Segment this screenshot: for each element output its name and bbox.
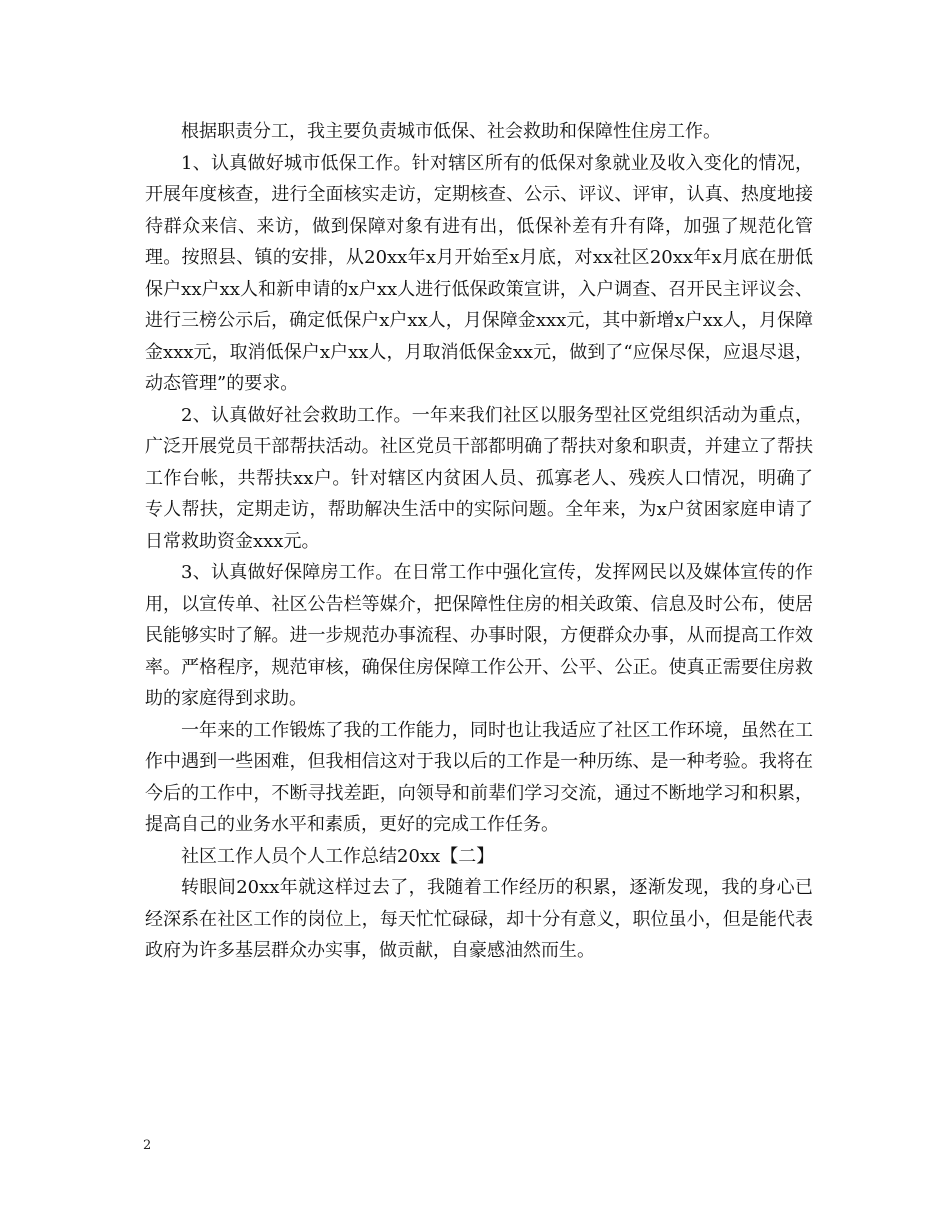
paragraph-reflection: 一年来的工作锻炼了我的工作能力，同时也让我适应了社区工作环境，虽然在工作中遇到一些困难，但我相信这对于我以后的工作是一种历练、是一种考验。我将在今后的工作中，不断寻找差距，向领导和前辈们学习交流，通过不断地学习和积累，提高自己的业务水平和素质，更好的完成工作任务。 bbox=[145, 719, 813, 835]
paragraph-housing-security: 3、认真做好保障房工作。在日常工作中强化宣传，发挥网民以及媒体宣传的作用，以宣传单、社区公告栏等媒介，把保障性住房的相关政策、信息及时公布，使居民能够实时了解。进一步规范办事流程、办事时限，方便群众办事，从而提高工作效率。严格程序，规范审核，确保住房保障工作公开、公平、公正。使真正需要住房救助的家庭得到求助。 bbox=[145, 562, 813, 709]
paragraph-social-assistance: 2、认真做好社会救助工作。一年来我们社区以服务型社区党组织活动为重点，广泛开展党员干部帮扶活动。社区党员干部都明确了帮扶对象和职责，并建立了帮扶工作台帐，共帮扶xx户。针对辖区内贫困人员、孤寡老人、残疾人口情况，明确了专人帮扶，定期走访，帮助解决生活中的实际问题。全年来，为x户贫困家庭申请了日常救助资金xxx元。 bbox=[145, 404, 813, 552]
section-heading: 社区工作人员个人工作总结20xx【二】 bbox=[181, 845, 495, 867]
paragraph-section-two-intro: 转眼间20xx年就这样过去了，我随着工作经历的积累，逐渐发现，我的身心已经深系在社区工作的岗位上，每天忙忙碌碌，却十分有意义，职位虽小，但是能代表政府为许多基层群众办实事，做贡献，自豪感油然而生。 bbox=[145, 877, 813, 961]
page-number: 2 bbox=[143, 1138, 152, 1153]
document-body bbox=[145, 116, 813, 967]
paragraph-low-income-security: 1、认真做好城市低保工作。针对辖区所有的低保对象就业及收入变化的情况，开展年度核查，进行全面核实走访，定期核查、公示、评议、评审，认真、热度地接待群众来信、来访，做到保障对象有进有出，低保补差有升有降，加强了规范化管理。按照县、镇的安排，从20xx年x月开始至x月底，对xx社区20xx年x月底在册低保户xx户xx人和新申请的x户xx人进行低保政策宣讲，入户调查、召开民主评议会、进行三榜公示后，确定低保户x户xx人，月保障金xxx元，其中新增x户xx人，月保障金xxx元，取消低保户x户xx人，月取消低保金xx元，做到了“应保尽保，应退尽退，动态管理”的要求。 bbox=[145, 152, 813, 394]
paragraph-intro: 根据职责分工，我主要负责城市低保、社会救助和保障性住房工作。 bbox=[181, 121, 721, 142]
